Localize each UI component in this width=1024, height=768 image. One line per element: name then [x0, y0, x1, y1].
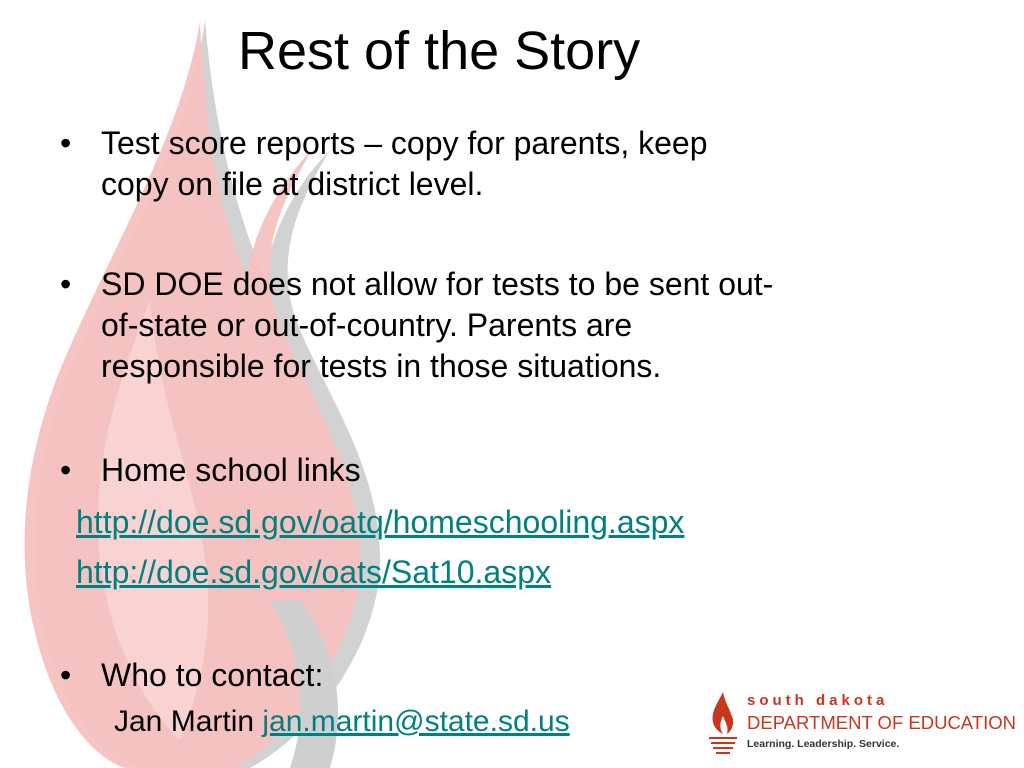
- slide-title: Rest of the Story: [238, 21, 641, 81]
- bullet-marker: •: [60, 266, 72, 302]
- bullet-marker: •: [60, 125, 72, 161]
- flame-torch-logo-icon: [703, 690, 743, 756]
- contact-name: Jan Martin: [114, 705, 263, 738]
- bullet-marker: •: [60, 657, 72, 693]
- bullet-line: SD DOE does not allow for tests to be sent out-: [101, 266, 774, 302]
- logo-department-of-education: DEPARTMENT OF EDUCATION: [747, 712, 1016, 733]
- bullet-line: Home school links: [101, 452, 361, 488]
- bullet-line: Who to contact:: [101, 657, 324, 693]
- homeschooling-link[interactable]: http://doe.sd.gov/oatq/homeschooling.aspx: [76, 504, 685, 540]
- logo-tagline: Learning. Leadership. Service.: [747, 738, 900, 750]
- logo-south-dakota: south dakota: [747, 692, 889, 709]
- bullet-line: copy on file at district level.: [101, 166, 484, 202]
- bullet-marker: •: [60, 452, 72, 488]
- bullet-line: of-state or out-of-country. Parents are: [101, 307, 633, 343]
- contact-line: [114, 702, 570, 742]
- contact-email-link[interactable]: jan.martin@state.sd.us: [262, 705, 570, 738]
- bullet-line: Test score reports – copy for parents, keep: [101, 125, 708, 161]
- sat10-link[interactable]: http://doe.sd.gov/oats/Sat10.aspx: [76, 554, 551, 590]
- sd-doe-logo: [703, 688, 1016, 758]
- bullet-line: responsible for tests in those situations.: [101, 348, 662, 384]
